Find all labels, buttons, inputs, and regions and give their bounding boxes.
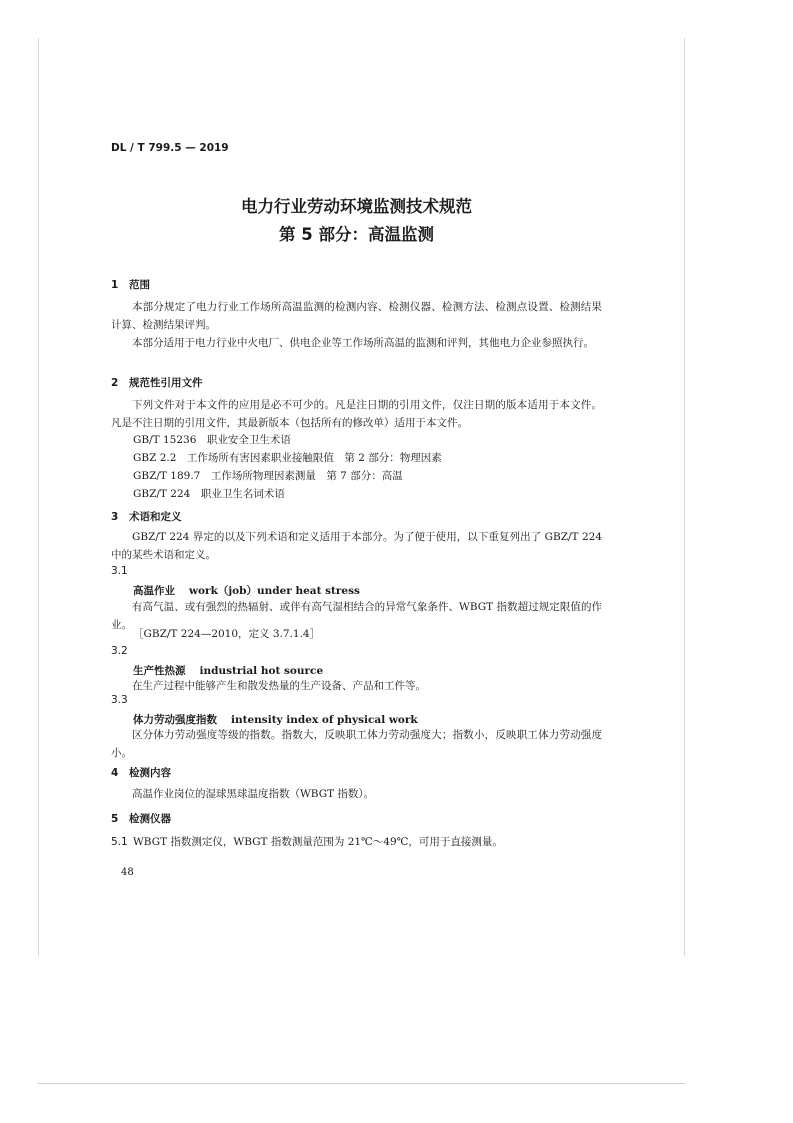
document-title: 电力行业劳动环境监测技术规范 (241, 197, 472, 216)
clause-5-1 (111, 834, 503, 849)
section-number: 3 (111, 511, 119, 523)
section-title: 规范性引用文件 (129, 377, 203, 389)
section-number: 2 (111, 377, 119, 389)
section-number: 4 (111, 767, 119, 779)
term-heading (133, 663, 323, 678)
clause-text: WBGT 指数测定仪，WBGT 指数测量范围为 21℃～49℃，可用于直接测量。 (133, 836, 503, 848)
term-chinese: 生产性热源 (133, 665, 186, 677)
section-3-paragraph-1: GBZ/T 224 界定的以及下列术语和定义适用于本部分。为了便于使用，以下重复列出了 GBZ/T 224 中的某些术语和定义。 (111, 531, 602, 561)
section-2-paragraph-1: 下列文件对于本文件的应用是必不可少的。凡是注日期的引用文件，仅注日期的版本适用于本文件。凡是不注日期的引用文件，其最新版本（包括所有的修改单）适用于本文件。 (111, 399, 602, 429)
term-number: 3.2 (111, 645, 128, 657)
term-number: 3.3 (111, 694, 128, 706)
section-4-paragraph-1: 高温作业岗位的湿球黑球温度指数（WBGT 指数）。 (132, 788, 375, 800)
normative-reference: GB/T 15236 职业安全卫生术语 (133, 434, 291, 446)
normative-reference: GBZ 2.2 工作场所有害因素职业接触限值 第 2 部分：物理因素 (133, 452, 442, 464)
term-heading (133, 583, 360, 598)
page-border-right (684, 38, 685, 956)
normative-reference: GBZ/T 224 职业卫生名词术语 (133, 488, 285, 500)
page-border-bottom (38, 1083, 685, 1084)
page-number: 48 (121, 867, 134, 878)
section-1-paragraph-1: 本部分规定了电力行业工作场所高温监测的检测内容、检测仪器、检测方法、检测点设置、检测结果计算、检测结果评判。 (111, 301, 602, 331)
term-english: industrial hot source (199, 665, 324, 677)
section-3-heading (111, 509, 182, 524)
section-4-heading (111, 765, 171, 780)
section-1-heading (111, 277, 150, 292)
term-english: work（job）under heat stress (189, 585, 360, 597)
section-number: 5 (111, 813, 119, 825)
term-source: ［GBZ/T 224—2010，定义 3.7.1.4］ (133, 628, 321, 640)
term-definition: 在生产过程中能够产生和散发热量的生产设备、产品和工件等。 (132, 680, 426, 692)
standard-code: DL / T 799.5 — 2019 (111, 142, 229, 154)
term-chinese: 高温作业 (133, 585, 175, 597)
normative-reference: GBZ/T 189.7 工作场所物理因素测量 第 7 部分：高温 (133, 470, 403, 482)
section-title: 检测仪器 (129, 813, 171, 825)
term-number: 3.1 (111, 565, 128, 577)
clause-number: 5.1 (111, 836, 128, 848)
section-5-heading (111, 811, 171, 826)
section-1-paragraph-2: 本部分适用于电力行业中火电厂、供电企业等工作场所高温的监测和评判，其他电力企业参照执行。 (132, 337, 594, 349)
document-part-title: 第 5 部分：高温监测 (279, 225, 434, 244)
section-number: 1 (111, 279, 119, 291)
section-2-heading (111, 375, 203, 390)
page-border-left (38, 38, 39, 956)
term-heading (133, 712, 418, 727)
section-title: 范围 (129, 279, 150, 291)
section-title: 检测内容 (129, 767, 171, 779)
term-definition: 区分体力劳动强度等级的指数。指数大，反映职工体力劳动强度大；指数小，反映职工体力劳动强度小。 (111, 729, 602, 759)
term-chinese: 体力劳动强度指数 (133, 714, 217, 726)
section-title: 术语和定义 (129, 511, 182, 523)
term-definition: 有高气温、或有强烈的热辐射、或伴有高气湿相结合的异常气象条件、WBGT 指数超过规定限值的作业。 (111, 601, 602, 631)
term-english: intensity index of physical work (231, 714, 418, 726)
